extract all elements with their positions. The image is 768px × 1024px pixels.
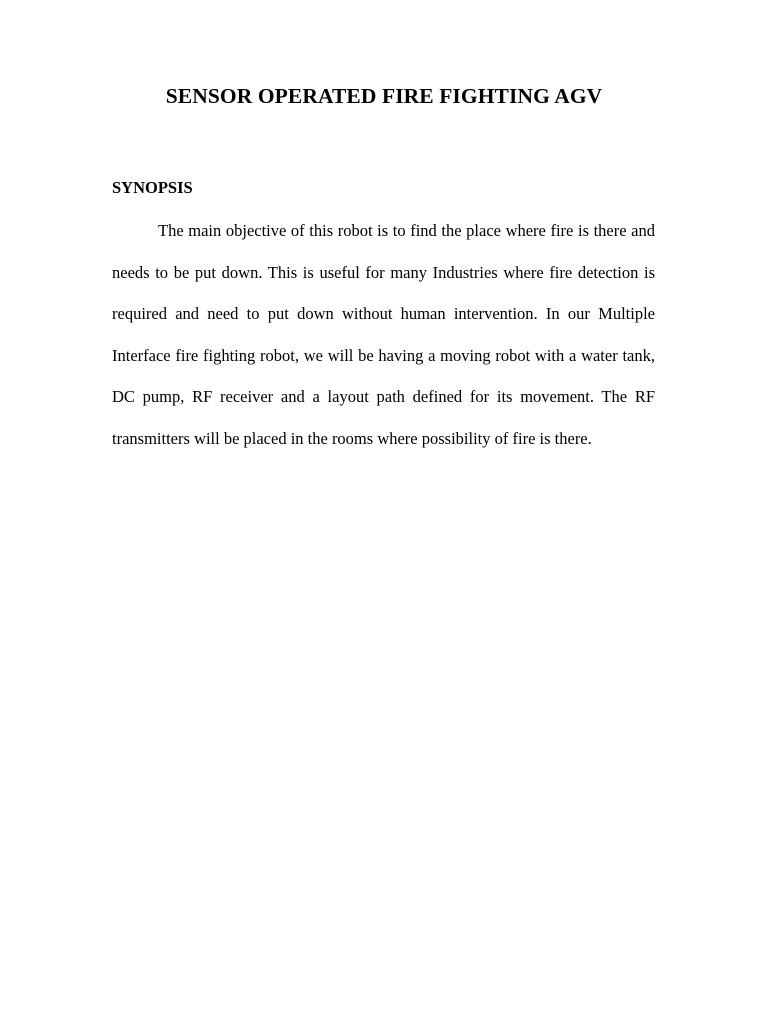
- document-title: SENSOR OPERATED FIRE FIGHTING AGV: [165, 84, 603, 108]
- section-heading-synopsis: SYNOPSIS: [112, 178, 193, 197]
- synopsis-paragraph: The main objective of this robot is to find the place where fire is there and needs to be put down. This is useful for many Industries where fire detection is required and need to put down without human intervention. In our Multiple Interface fire fighting robot, we will be having a moving robot with a water tank, DC pump, RF receiver and a layout path defined for its movement. The RF transmitters will be placed in the rooms where possibility of fire is there.: [112, 221, 655, 448]
